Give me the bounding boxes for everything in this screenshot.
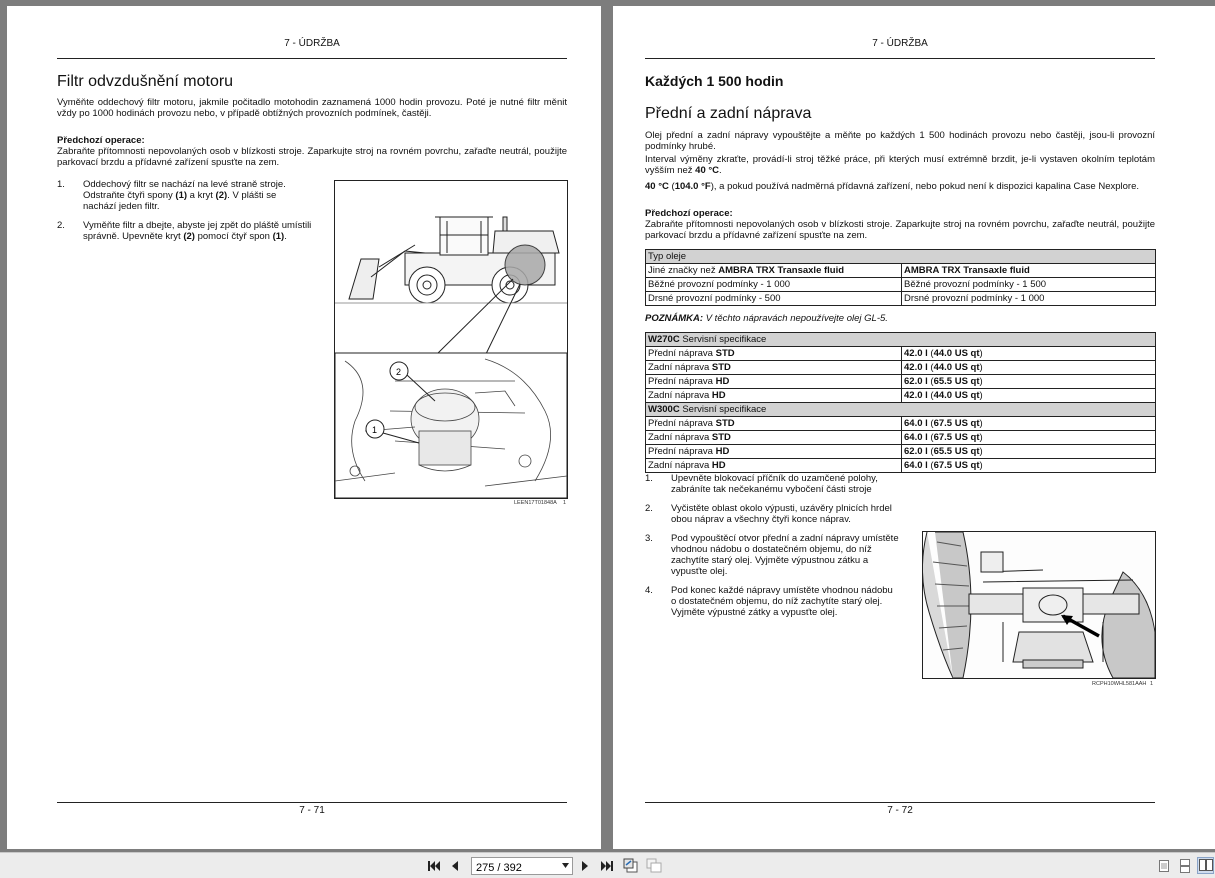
model-name: W300C bbox=[648, 404, 680, 415]
callout-ref: (1) bbox=[175, 190, 188, 201]
paragraph bbox=[645, 181, 1165, 192]
figure-index: 1 bbox=[1150, 681, 1154, 687]
table-cell: Běžné provozní podmínky - 1 500 bbox=[902, 278, 1156, 292]
capacity-cell: 64.0 l (67.5 US qt) bbox=[902, 417, 1156, 431]
page-number-field[interactable] bbox=[471, 857, 573, 875]
next-page-icon bbox=[580, 860, 590, 872]
table-row bbox=[646, 375, 1156, 389]
section-title: Přední a zadní náprava bbox=[645, 105, 812, 122]
last-page-button[interactable] bbox=[598, 857, 615, 874]
axle-name-cell: Přední náprava HD bbox=[646, 375, 902, 389]
temperature-value: 40 °C bbox=[645, 181, 669, 192]
table-header-cell: Jiné značky než AMBRA TRX Transaxle fluid bbox=[646, 264, 902, 278]
step-number: 2. bbox=[57, 220, 65, 231]
step-text: Pod konec každé nápravy umístěte vhodnou nádobu o dostatečném objemu, do níž zachytíte starý olej. Vyjměte výpustné zátky a vypusťte olej. bbox=[671, 585, 893, 618]
step-text: Pod vypouštěcí otvor přední a zadní nápravy umístěte vhodnou nádobu o dostatečném objemu, do níž zachytíte starý olej. Vyjměte výpustnou zátku a vypusťte olej. bbox=[671, 533, 899, 577]
table-row bbox=[646, 417, 1156, 431]
step-number: 2. bbox=[645, 503, 653, 514]
temperature-value: 104.0 °F bbox=[674, 181, 711, 192]
procedure-steps bbox=[645, 473, 900, 626]
step-text: pomocí čtyř spon bbox=[194, 231, 273, 242]
two-page-view-icon bbox=[1199, 859, 1213, 872]
axle-name-cell: Přední náprava STD bbox=[646, 417, 902, 431]
capacity-cell: 42.0 l (44.0 US qt) bbox=[902, 361, 1156, 375]
table-row bbox=[646, 278, 1156, 292]
text-run: ( bbox=[668, 181, 675, 192]
page-number-input[interactable] bbox=[472, 861, 556, 875]
table-cell: Drsné provozní podmínky - 1 000 bbox=[902, 292, 1156, 306]
footer-rule bbox=[57, 802, 567, 803]
step-item bbox=[57, 179, 312, 212]
step-text: Oddechový filtr se nachází na levé straně stroje. Odstraňte čtyři spony bbox=[83, 179, 286, 201]
step-text: a kryt bbox=[187, 190, 216, 201]
intro-paragraph: Vyměňte oddechový filtr motoru, jakmile počitadlo motohodin zaznamená 1000 hodin provozu. Poté je nutné filtr měnit vždy po 1000 hodinách provozu nebo, v případě obtížných provozních podmínek, častěji. bbox=[57, 97, 567, 119]
table-row bbox=[646, 445, 1156, 459]
step-text: Upevněte blokovací příčník do uzamčené polohy, zabráníte tak nečekanému vybočení části stroje bbox=[671, 473, 878, 495]
figure-code: RCPH10WHL581AAH bbox=[1092, 681, 1147, 687]
go-back-button[interactable] bbox=[622, 857, 639, 874]
paragraph bbox=[645, 154, 1155, 176]
figure-code: LEEN17T01848A bbox=[514, 500, 557, 506]
figure-index: 1 bbox=[563, 500, 567, 506]
paragraph: Olej přední a zadní nápravy vypouštějte a měňte po každých 1 500 hodinách provozu nebo častěji, jsou-li provozní podmínky hrubé. bbox=[645, 130, 1155, 152]
callout-ref: (1) bbox=[272, 231, 285, 242]
table-cell: Drsné provozní podmínky - 500 bbox=[646, 292, 902, 306]
axle-name-cell: Přední náprava STD bbox=[646, 347, 902, 361]
step-number: 3. bbox=[645, 533, 653, 544]
note bbox=[645, 313, 1155, 324]
table-row bbox=[646, 264, 1156, 278]
table-header-cell: AMBRA TRX Transaxle fluid bbox=[902, 264, 1156, 278]
table-cell: Běžné provozní podmínky - 1 000 bbox=[646, 278, 902, 292]
header-rule bbox=[645, 58, 1155, 59]
breather-filter-figure bbox=[334, 180, 568, 499]
last-page-icon bbox=[600, 860, 614, 872]
axle-illustration bbox=[923, 532, 1155, 678]
prev-ops-title: Předchozí operace: bbox=[645, 208, 733, 219]
section-title: Filtr odvzdušnění motoru bbox=[57, 73, 234, 90]
oil-type-table bbox=[645, 249, 1156, 306]
single-page-view-icon bbox=[1158, 859, 1170, 873]
capacity-cell: 62.0 l (65.5 US qt) bbox=[902, 445, 1156, 459]
table-row bbox=[646, 347, 1156, 361]
viewer-toolbar bbox=[0, 852, 1215, 878]
step-number: 1. bbox=[645, 473, 653, 484]
axle-name-cell: Zadní náprava STD bbox=[646, 431, 902, 445]
capacity-cell: 42.0 l (44.0 US qt) bbox=[902, 389, 1156, 403]
callout-label: 2 bbox=[396, 367, 402, 377]
first-page-button[interactable] bbox=[425, 857, 442, 874]
callout-ref: (2) bbox=[183, 231, 195, 242]
step-number: 4. bbox=[645, 585, 653, 596]
next-page-button[interactable] bbox=[576, 857, 593, 874]
step-text: . V plášti se nachází jeden filtr. bbox=[83, 190, 277, 212]
previous-page-icon bbox=[450, 860, 460, 872]
text-run: Interval výměny zkraťte, provádí-li stroj těžké práce, při kterých musí extrémně brzdit, je-li vystaven okolním teplotám vyšším než bbox=[645, 154, 1155, 176]
running-header: 7 - ÚDRŽBA bbox=[872, 38, 928, 49]
single-page-view-button[interactable] bbox=[1155, 857, 1172, 874]
continuous-view-icon bbox=[1179, 859, 1191, 873]
capacity-cell: 62.0 l (65.5 US qt) bbox=[902, 375, 1156, 389]
step-item bbox=[645, 473, 900, 495]
table-row bbox=[646, 389, 1156, 403]
step-number: 1. bbox=[57, 179, 65, 190]
document-page-left bbox=[7, 6, 601, 849]
spec-label: Servisní specifikace bbox=[679, 334, 767, 345]
two-page-view-button[interactable] bbox=[1197, 857, 1214, 874]
page-number: 7 - 72 bbox=[887, 805, 913, 816]
running-header: 7 - ÚDRŽBA bbox=[284, 38, 340, 49]
previous-page-button[interactable] bbox=[446, 857, 463, 874]
table-row bbox=[646, 361, 1156, 375]
capacity-cell: 64.0 l (67.5 US qt) bbox=[902, 459, 1156, 473]
go-forward-icon bbox=[646, 858, 662, 873]
continuous-view-button[interactable] bbox=[1176, 857, 1193, 874]
spec-label: Servisní specifikace bbox=[679, 404, 767, 415]
axle-name-cell: Přední náprava HD bbox=[646, 445, 902, 459]
prev-ops-text: Zabraňte přítomnosti nepovolaných osob v blízkosti stroje. Zaparkujte stroj na rovném povrchu, zařaďte neutrál, použijte parkovací brzdu a přídavné zařízení spusťte na zem. bbox=[645, 219, 1155, 241]
footer-rule bbox=[645, 802, 1155, 803]
step-item bbox=[645, 503, 900, 525]
page-number: 7 - 71 bbox=[299, 805, 325, 816]
step-item bbox=[645, 585, 900, 618]
step-item bbox=[645, 533, 900, 577]
go-forward-button[interactable] bbox=[645, 857, 662, 874]
text-run: ), a pokud používá nadměrná přídavná zařízení, nebo pokud není k dispozici kapalina Case Nexplore. bbox=[710, 181, 1139, 192]
table-row bbox=[646, 459, 1156, 473]
model-name: W270C bbox=[648, 334, 680, 345]
procedure-steps bbox=[57, 179, 312, 250]
step-text: Vyměňte filtr a dbejte, abyste jej zpět do pláště umístili správně. Upevněte kryt bbox=[83, 220, 312, 242]
chevron-down-icon bbox=[562, 863, 569, 868]
service-spec-table bbox=[645, 332, 1156, 473]
axle-name-cell: Zadní náprava STD bbox=[646, 361, 902, 375]
note-text: V těchto nápravách nepoužívejte olej GL-5. bbox=[703, 313, 888, 324]
interval-title: Každých 1 500 hodin bbox=[645, 73, 784, 89]
callout-label: 1 bbox=[372, 425, 378, 435]
axle-name-cell: Zadní náprava HD bbox=[646, 459, 902, 473]
step-text: Vyčistěte oblast okolo výpusti, uzávěry plnicích hrdel obou náprav a všechny čtyři konce náprav. bbox=[671, 503, 892, 525]
note-label: POZNÁMKA: bbox=[645, 313, 704, 324]
table-title: Typ oleje bbox=[646, 250, 1156, 264]
spec-group-header bbox=[646, 333, 1156, 347]
axle-drain-figure bbox=[922, 531, 1156, 679]
document-page-right bbox=[613, 6, 1215, 849]
capacity-cell: 64.0 l (67.5 US qt) bbox=[902, 431, 1156, 445]
wheel-loader-illustration bbox=[335, 181, 567, 498]
table-row bbox=[646, 431, 1156, 445]
spec-group-header bbox=[646, 403, 1156, 417]
callout-ref: (2) bbox=[215, 190, 228, 201]
table-row bbox=[646, 292, 1156, 306]
prev-ops-title: Předchozí operace: bbox=[57, 135, 145, 146]
header-rule bbox=[57, 58, 567, 59]
step-text: . bbox=[284, 231, 287, 242]
axle-name-cell: Zadní náprava HD bbox=[646, 389, 902, 403]
first-page-icon bbox=[427, 860, 441, 872]
prev-ops-text: Zabraňte přítomnosti nepovolaných osob v blízkosti stroje. Zaparkujte stroj na rovném povrchu, zařaďte neutrál, použijte parkovací brzdu a přídavné zařízení spusťte na zem. bbox=[57, 146, 567, 168]
go-back-icon bbox=[623, 858, 639, 873]
capacity-cell: 42.0 l (44.0 US qt) bbox=[902, 347, 1156, 361]
temperature-value: 40 °C bbox=[695, 165, 720, 176]
text-run: . bbox=[719, 165, 722, 176]
step-item bbox=[57, 220, 312, 242]
